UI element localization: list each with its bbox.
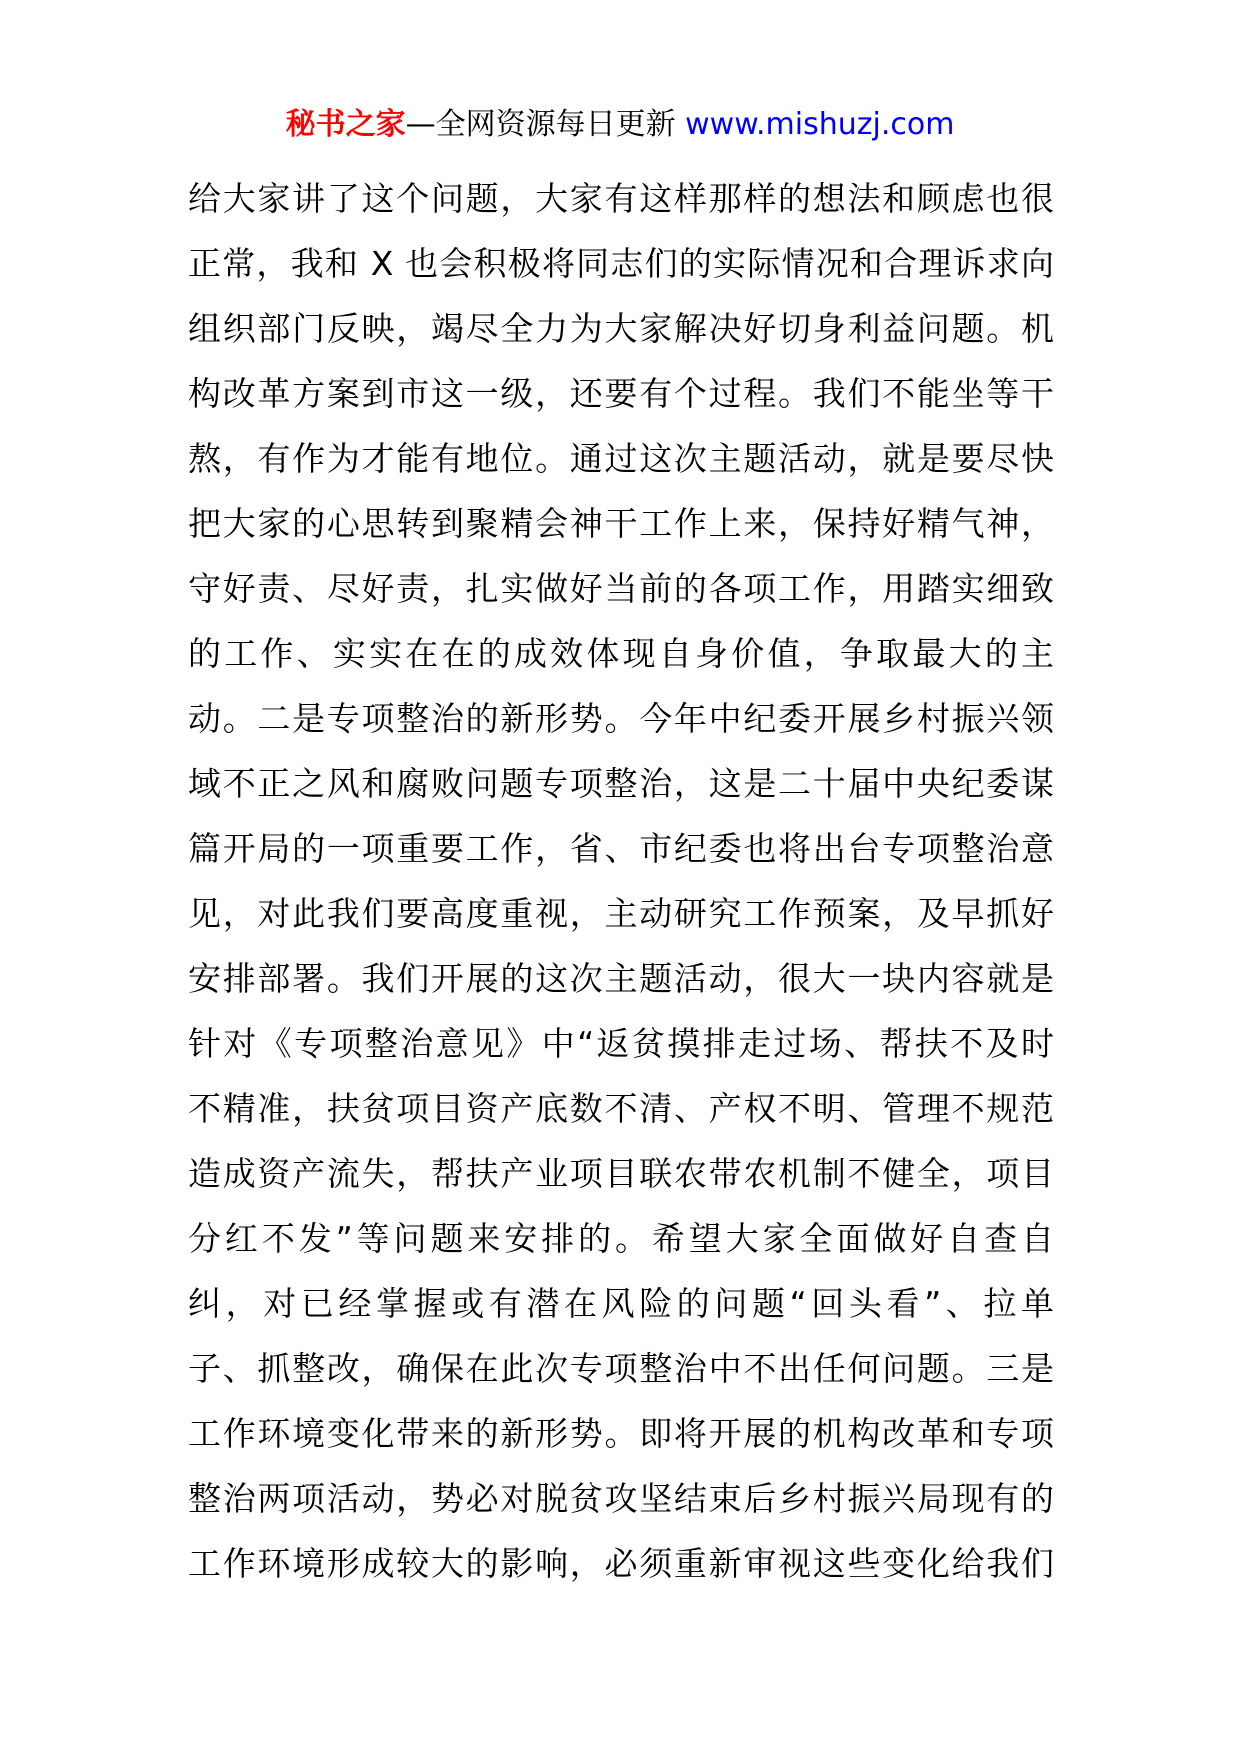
- header-tagline: —全网资源每日更新: [405, 107, 676, 142]
- text-line: 熬，有作为才能有地位。通过这次主题活动，就是要尽快: [188, 439, 1054, 478]
- text-line: 分红不发”等问题来安排的。希望大家全面做好自查自: [188, 1219, 1054, 1258]
- text-line: 正常，我和 X 也会积极将同志们的实际情况和合理诉求向: [188, 244, 1054, 283]
- text-line: 域不正之风和腐败问题专项整治，这是二十届中央纪委谋: [188, 764, 1054, 803]
- text-line: 动。二是专项整治的新形势。今年中纪委开展乡村振兴领: [188, 699, 1054, 738]
- text-line: 造成资产流失，帮扶产业项目联农带农机制不健全，项目: [188, 1154, 1054, 1193]
- text-line: 构改革方案到市这一级，还要有个过程。我们不能坐等干: [188, 374, 1054, 413]
- text-line: 把大家的心思转到聚精会神干工作上来，保持好精气神，: [188, 504, 1054, 543]
- text-line: 整治两项活动，势必对脱贫攻坚结束后乡村振兴局现有的: [188, 1479, 1054, 1518]
- text-line: 不精准，扶贫项目资产底数不清、产权不明、管理不规范: [188, 1089, 1054, 1128]
- text-line: 针对《专项整治意见》中“返贫摸排走过场、帮扶不及时: [188, 1024, 1054, 1063]
- text-line: 守好责、尽好责，扎实做好当前的各项工作，用踏实细致: [188, 569, 1054, 608]
- text-line: 工作环境变化带来的新形势。即将开展的机构改革和专项: [188, 1414, 1054, 1453]
- text-line: 见，对此我们要高度重视，主动研究工作预案，及早抓好: [188, 894, 1054, 933]
- document-body: [188, 166, 1054, 1596]
- text-line: 纠，对已经掌握或有潜在风险的问题“回头看”、拉单: [188, 1284, 1054, 1323]
- text-line: 工作环境形成较大的影响，必须重新审视这些变化给我们: [188, 1544, 1054, 1583]
- text-line: 给大家讲了这个问题，大家有这样那样的想法和顾虑也很: [188, 179, 1054, 218]
- text-line: 的工作、实实在在的成效体现自身价值，争取最大的主: [188, 634, 1054, 673]
- brand-name: 秘书之家: [285, 107, 406, 142]
- text-line: 子、抓整改，确保在此次专项整治中不出任何问题。三是: [188, 1349, 1054, 1388]
- text-line: 组织部门反映，竭尽全力为大家解决好切身利益问题。机: [188, 309, 1054, 348]
- site-url-link[interactable]: www.mishuzj.com: [685, 107, 955, 142]
- text-line: 篇开局的一项重要工作，省、市纪委也将出台专项整治意: [188, 829, 1054, 868]
- text-line: 安排部署。我们开展的这次主题活动，很大一块内容就是: [188, 959, 1054, 998]
- page-header: [0, 100, 1240, 150]
